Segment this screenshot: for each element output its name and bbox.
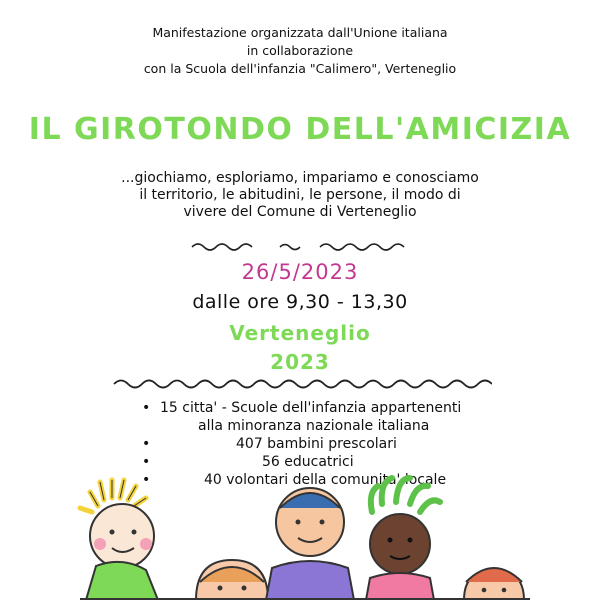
list-item: 40 volontari della comunita' locale xyxy=(204,472,447,488)
list-item: 15 citta' - Scuole dell'infanzia appartenenti xyxy=(160,400,462,416)
intro-line: il territorio, le abitudini, le persone, il modo di xyxy=(139,187,461,203)
wave-divider xyxy=(190,238,414,254)
child-figure-4 xyxy=(366,478,440,600)
organizer-text xyxy=(0,24,600,78)
child-figure-1 xyxy=(80,480,158,600)
intro-line: ...giochiamo, esploriamo, impariamo e conosciamo xyxy=(121,170,479,186)
event-place: Verteneglio xyxy=(229,321,371,345)
bullet-icon: • xyxy=(142,472,151,488)
child-figure-2 xyxy=(196,560,268,600)
child-figure-3 xyxy=(266,488,354,600)
bullet-icon: • xyxy=(142,436,151,452)
bullet-icon: • xyxy=(142,454,151,470)
organizer-line: in collaborazione xyxy=(246,43,354,58)
child-figure-5 xyxy=(464,568,524,600)
list-item: 56 educatrici xyxy=(262,454,354,470)
organizer-line: con la Scuola dell'infanzia "Calimero", Verteneglio xyxy=(143,61,457,76)
intro-text xyxy=(0,170,600,221)
children-drawing-icon xyxy=(0,468,600,600)
organizer-line: Manifestazione organizzata dall'Unione italiana xyxy=(152,25,448,40)
page-title: IL GIROTONDO DELL'AMICIZIA xyxy=(28,112,572,147)
event-hours: dalle ore 9,30 - 13,30 xyxy=(192,291,408,313)
list-item-continuation: alla minoranza nazionale italiana xyxy=(198,418,430,434)
event-date: 26/5/2023 xyxy=(241,260,359,284)
event-year: 2023 xyxy=(270,350,330,374)
bullet-icon: • xyxy=(142,400,151,416)
wave-divider xyxy=(112,375,492,391)
intro-line: vivere del Comune di Verteneglio xyxy=(183,204,417,220)
list-item: 407 bambini prescolari xyxy=(236,436,397,452)
